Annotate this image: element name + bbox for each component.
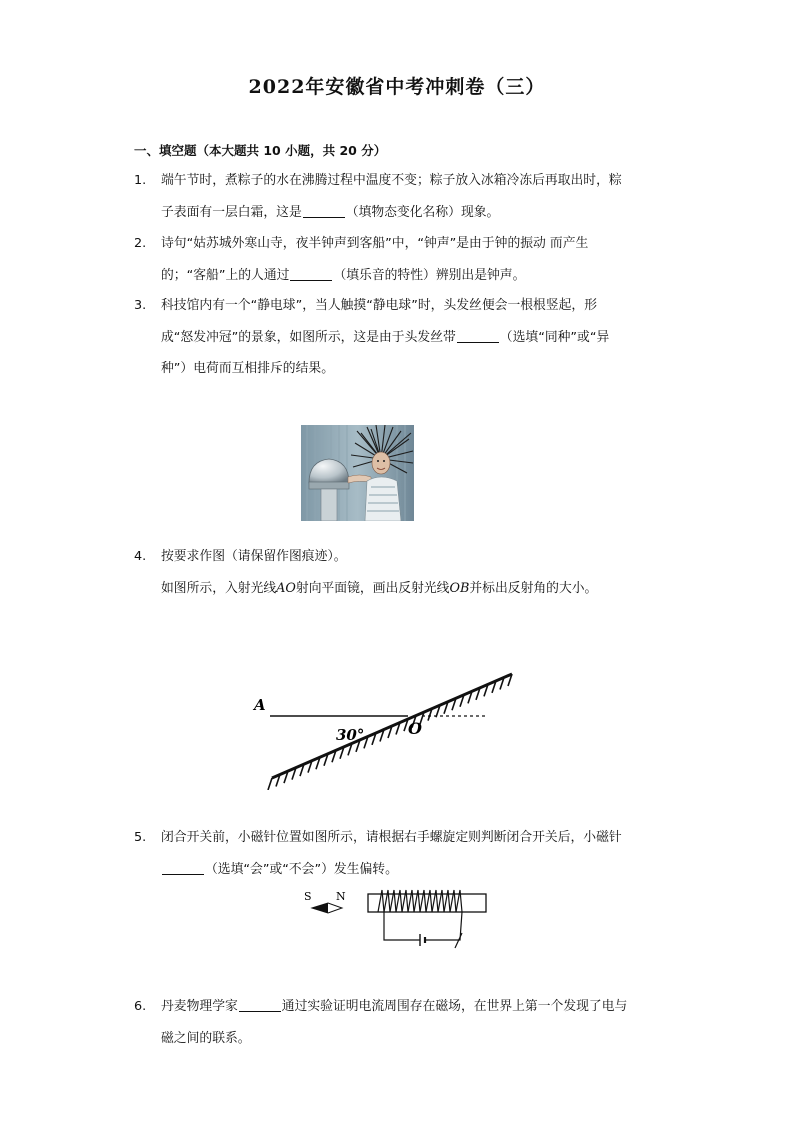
question-text: （填物态变化名称）现象。 — [345, 204, 500, 220]
question-text: 如图所示，入射光线 — [161, 580, 277, 596]
mirror-hatch — [268, 778, 272, 790]
question-text: 子表面有一层白霜，这是 — [161, 204, 302, 220]
question-text: 丹麦物理学家 — [161, 999, 238, 1014]
question-1 — [134, 165, 664, 228]
question-text: 成“怒发冲冠”的景象，如图所示，这是由于头发丝带 — [161, 329, 456, 345]
question-text: （选填“会”或“不会”）发生偏转。 — [205, 861, 398, 877]
coil-winding — [396, 890, 402, 912]
ray-label-ao: AO — [276, 580, 296, 596]
magnet-s-label: S — [304, 890, 312, 903]
coil-winding — [414, 890, 420, 912]
question-3 — [134, 290, 664, 385]
point-o-label: O — [408, 719, 422, 738]
point-a-label: A — [254, 696, 266, 714]
answer-blank[interactable] — [457, 328, 499, 343]
question-text: 种”）电荷而互相排斥的结果。 — [161, 361, 334, 376]
coil-winding — [432, 890, 438, 912]
question-text: 并标出反射角的大小。 — [469, 580, 598, 596]
page-title: 2022年安徽省中考冲刺卷（三） — [248, 76, 546, 98]
coil-winding — [444, 890, 450, 912]
question-number: 6. — [134, 999, 147, 1014]
coil-winding — [408, 890, 414, 912]
coil-winding — [420, 890, 426, 912]
circuit-wire — [384, 912, 420, 940]
question-text: 磁之间的联系。 — [161, 1030, 251, 1046]
question-text: 诗句“姑苏城外寒山寺，夜半钟声到客船”中，“钟声”是由于钟的振动 而产生 — [161, 236, 589, 251]
question-text: （填乐音的特性）辨别出是钟声。 — [333, 267, 526, 283]
question-text: 按要求作图（请保留作图痕迹）。 — [161, 549, 347, 564]
question-number: 5. — [134, 830, 147, 845]
coil-winding — [438, 890, 444, 912]
question-number: 1. — [134, 173, 147, 188]
coil-winding — [426, 890, 432, 912]
question-text: 射向平面镜，画出反射光线 — [295, 580, 450, 596]
question-text: 科技馆内有一个“静电球”，当人触摸“静电球”时，头发丝便会一根根竖起，形 — [161, 298, 598, 313]
solenoid-diagram — [300, 884, 495, 952]
answer-blank[interactable] — [303, 203, 345, 218]
ray-label-ob: OB — [449, 580, 470, 596]
question-text: 的；“客船”上的人通过 — [161, 267, 290, 283]
coil-winding — [402, 890, 408, 912]
question-6 — [134, 991, 664, 1054]
question-number: 3. — [134, 298, 147, 313]
answer-blank[interactable] — [162, 860, 204, 875]
coil-winding — [378, 890, 384, 912]
question-number: 2. — [134, 236, 147, 251]
question-number: 4. — [134, 549, 147, 564]
question-4 — [134, 541, 664, 604]
question-text: （选填“同种”或“异 — [499, 329, 610, 345]
question-2 — [134, 228, 664, 291]
mirror-diagram — [250, 660, 525, 790]
angle-label: 30° — [336, 726, 365, 744]
question-text: 通过实验证明电流周围存在磁场，在世界上第一个发现了电与 — [281, 999, 628, 1014]
question-text: 端午节时，煮粽子的水在沸腾过程中温度不变；粽子放入冰箱冷冻后再取出时，粽 — [161, 173, 622, 188]
coil-winding — [450, 890, 456, 912]
coil-winding — [384, 890, 390, 912]
coil-winding — [456, 890, 462, 912]
answer-blank[interactable] — [290, 266, 332, 281]
coil-winding — [390, 890, 396, 912]
static-ball-photo — [301, 425, 414, 521]
magnet-n-label: N — [336, 890, 346, 903]
question-5 — [134, 822, 664, 885]
answer-blank[interactable] — [239, 997, 281, 1012]
question-text: 闭合开关前，小磁针位置如图所示，请根据右手螺旋定则判断闭合开关后，小磁针 — [161, 830, 622, 845]
section-header: 一、填空题（本大题共 10 小题，共 20 分） — [134, 143, 387, 158]
